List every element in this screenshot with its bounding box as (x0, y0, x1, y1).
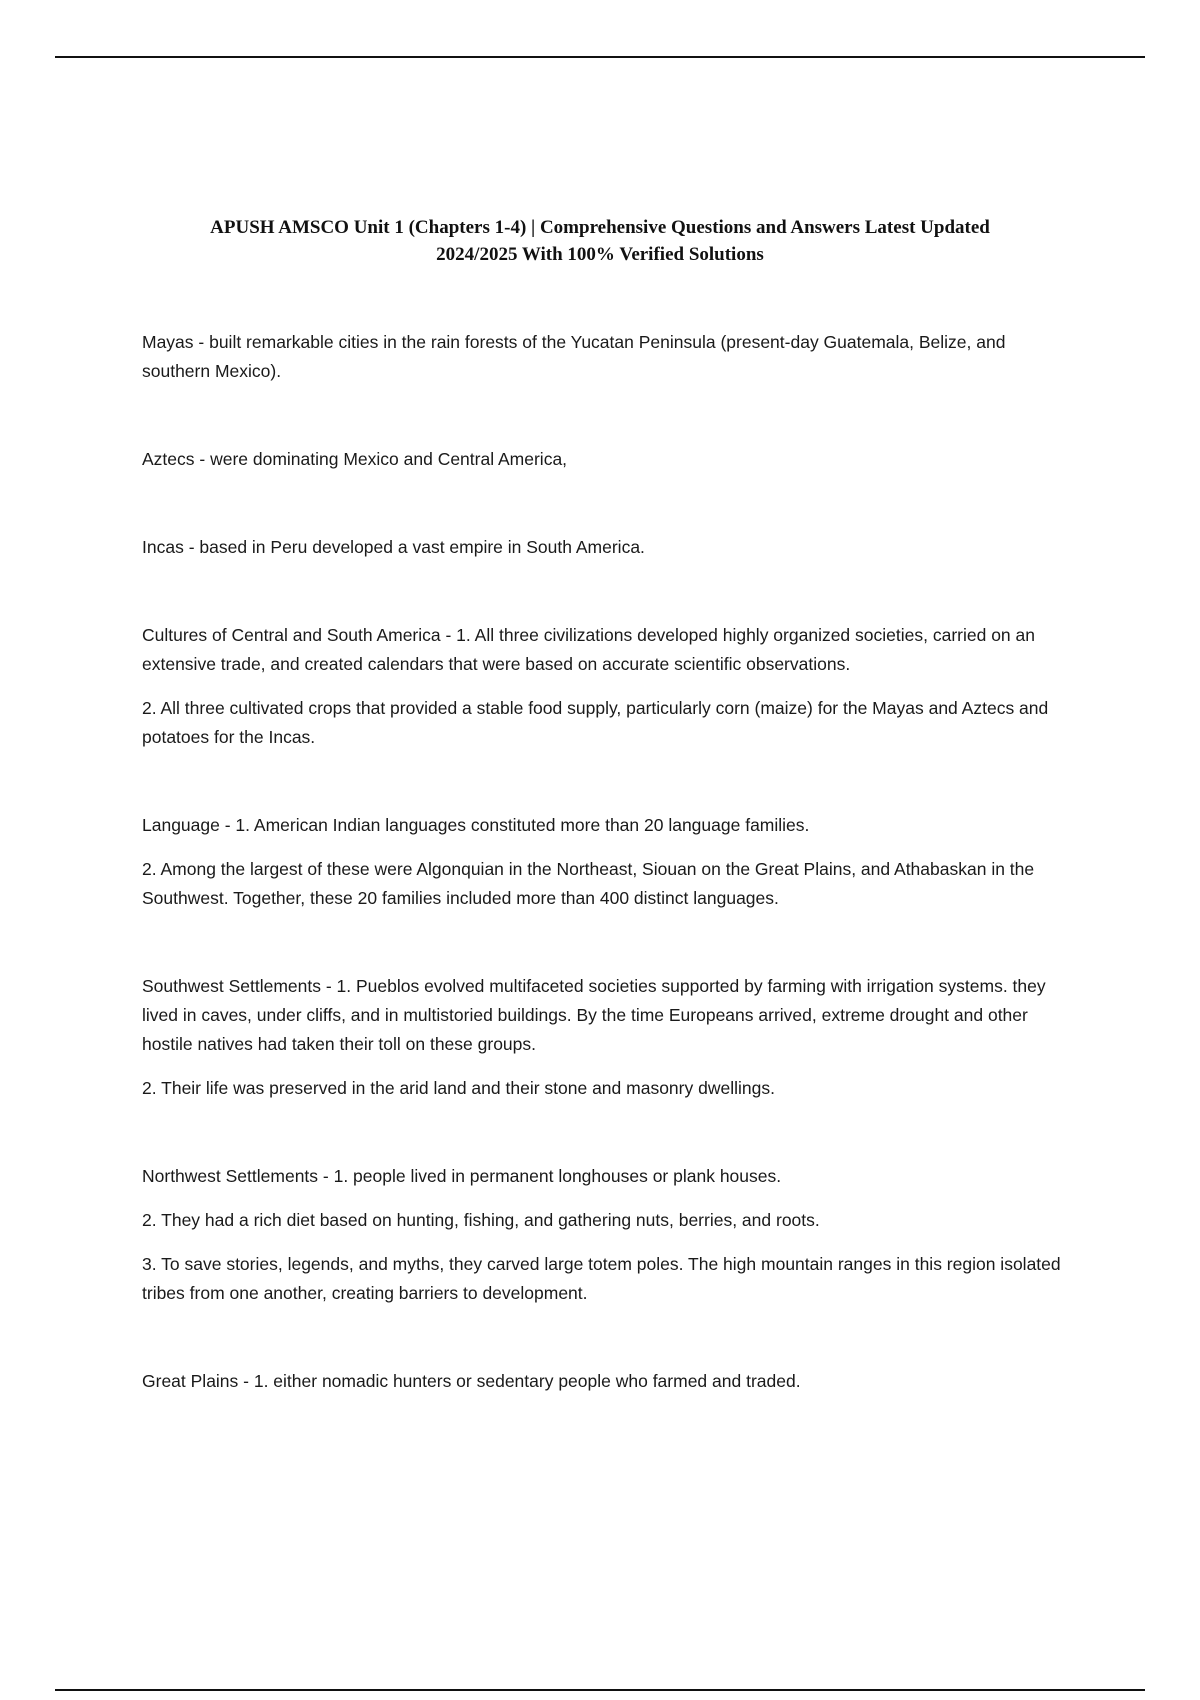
title-line-2: 2024/2025 With 100% Verified Solutions (436, 244, 764, 265)
entry-great-plains (142, 1367, 1062, 1396)
entry-cultures-central-south-america (142, 621, 1062, 752)
entry-incas (142, 533, 1062, 562)
entry-paragraph: Northwest Settlements - 1. people lived in permanent longhouses or plank houses. (142, 1166, 782, 1186)
document-title (140, 214, 1060, 268)
entry-northwest-settlements (142, 1162, 1062, 1308)
qa-content (142, 328, 1062, 1396)
entry-paragraph: 3. To save stories, legends, and myths, they carved large totem poles. The high mountain ranges in this region isolated tribes from one another, creating barriers to development. (142, 1254, 1061, 1303)
entry-southwest-settlements (142, 972, 1062, 1103)
top-rule (55, 56, 1145, 58)
entry-paragraph: 2. Among the largest of these were Algonquian in the Northeast, Siouan on the Great Plains, and Athabaskan in the Southwest. Together, these 20 families included more than 400 distinct languages. (142, 859, 1035, 908)
entry-mayas (142, 328, 1062, 386)
title-line-1: APUSH AMSCO Unit 1 (Chapters 1-4) | Comprehensive Questions and Answers Latest Updated (210, 217, 990, 238)
bottom-rule (55, 1689, 1145, 1691)
entry-paragraph: 2. They had a rich diet based on hunting, fishing, and gathering nuts, berries, and roots. (142, 1210, 820, 1230)
entry-paragraph: 2. All three cultivated crops that provided a stable food supply, particularly corn (maize) for the Mayas and Aztecs and potatoes for the Incas. (142, 698, 1049, 747)
entry-paragraph: Incas - based in Peru developed a vast empire in South America. (142, 537, 645, 557)
entry-language (142, 811, 1062, 913)
entry-paragraph: Language - 1. American Indian languages constituted more than 20 language families. (142, 815, 810, 835)
entry-paragraph: 2. Their life was preserved in the arid land and their stone and masonry dwellings. (142, 1078, 775, 1098)
entry-paragraph: Cultures of Central and South America - 1. All three civilizations developed highly organized societies, carried on an extensive trade, and created calendars that were based on accurate scientific observations. (142, 625, 1035, 674)
entry-paragraph: Aztecs - were dominating Mexico and Central America, (142, 449, 568, 469)
entry-aztecs (142, 445, 1062, 474)
entry-paragraph: Southwest Settlements - 1. Pueblos evolved multifaceted societies supported by farming with irrigation systems. they lived in caves, under cliffs, and in multistoried buildings. By the time Europeans arrived, extreme drought and other hostile natives had taken their toll on these groups. (142, 976, 1046, 1054)
entry-paragraph: Great Plains - 1. either nomadic hunters or sedentary people who farmed and traded. (142, 1371, 801, 1391)
entry-paragraph: Mayas - built remarkable cities in the rain forests of the Yucatan Peninsula (present-day Guatemala, Belize, and southern Mexico). (142, 332, 1006, 381)
